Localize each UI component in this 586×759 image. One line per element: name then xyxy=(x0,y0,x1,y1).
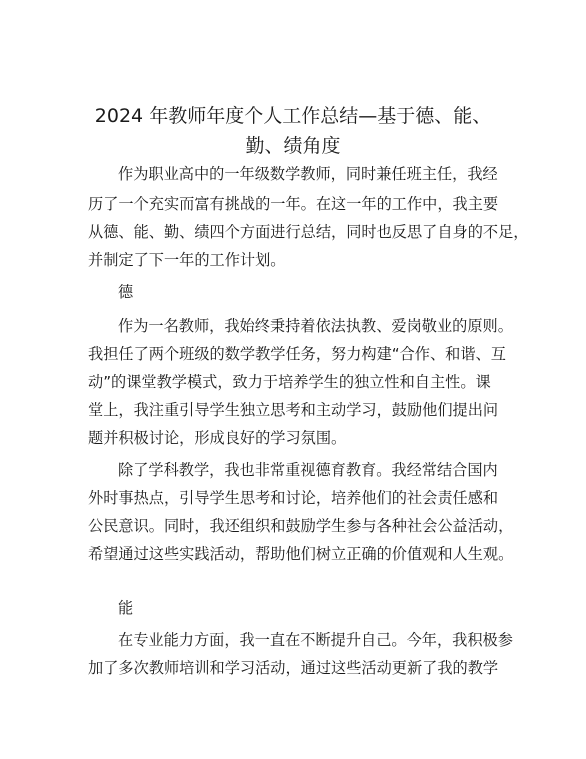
de-para1-line-3: 动”的课堂教学模式，致力于培养学生的独立性和自主性。课 xyxy=(88,373,491,391)
de-para1-line-4: 堂上，我注重引导学生独立思考和主动学习，鼓励他们提出问 xyxy=(88,401,499,419)
de-para2-line-2: 外时事热点，引导学生思考和讨论，培养他们的社会责任感和 xyxy=(88,489,499,507)
de-para2-line-3: 公民意识。同时，我还组织和鼓励学生参与各种社会公益活动， xyxy=(88,517,514,535)
intro-line-2: 历了一个充实而富有挑战的一年。在这一年的工作中，我主要 xyxy=(88,195,499,213)
de-para1-line-2: 我担任了两个班级的数学教学任务，努力构建“合作、和谐、互 xyxy=(88,345,506,363)
de-para2-line-1: 除了学科教学，我也非常重视德育教育。我经常结合国内 xyxy=(118,461,498,479)
intro-line-3: 从德、能、勤、绩四个方面进行总结，同时也反思了自身的不足， xyxy=(88,223,529,241)
intro-line-1: 作为职业高中的一年级数学教师，同时兼任班主任，我经 xyxy=(118,165,498,183)
section-heading-de: 德 xyxy=(118,283,134,301)
document-title-line-2: 勤、绩角度 xyxy=(245,135,341,157)
neng-para1-line-2: 加了多次教师培训和学习活动，通过这些活动更新了我的教学 xyxy=(88,659,499,677)
de-para1-line-5: 题并积极讨论，形成良好的学习氛围。 xyxy=(88,429,347,447)
document-title-line-1: 2024 年教师年度个人工作总结—基于德、能、 xyxy=(94,105,492,127)
de-para1-line-1: 作为一名教师，我始终秉持着依法执教、爱岗敬业的原则。 xyxy=(118,317,513,335)
intro-line-4: 并制定了下一年的工作计划。 xyxy=(88,251,286,269)
de-para2-line-4: 希望通过这些实践活动，帮助他们树立正确的价值观和人生观。 xyxy=(88,545,514,563)
neng-para1-line-1: 在专业能力方面，我一直在不断提升自己。今年，我积极参 xyxy=(118,631,513,649)
section-heading-neng: 能 xyxy=(118,599,134,617)
